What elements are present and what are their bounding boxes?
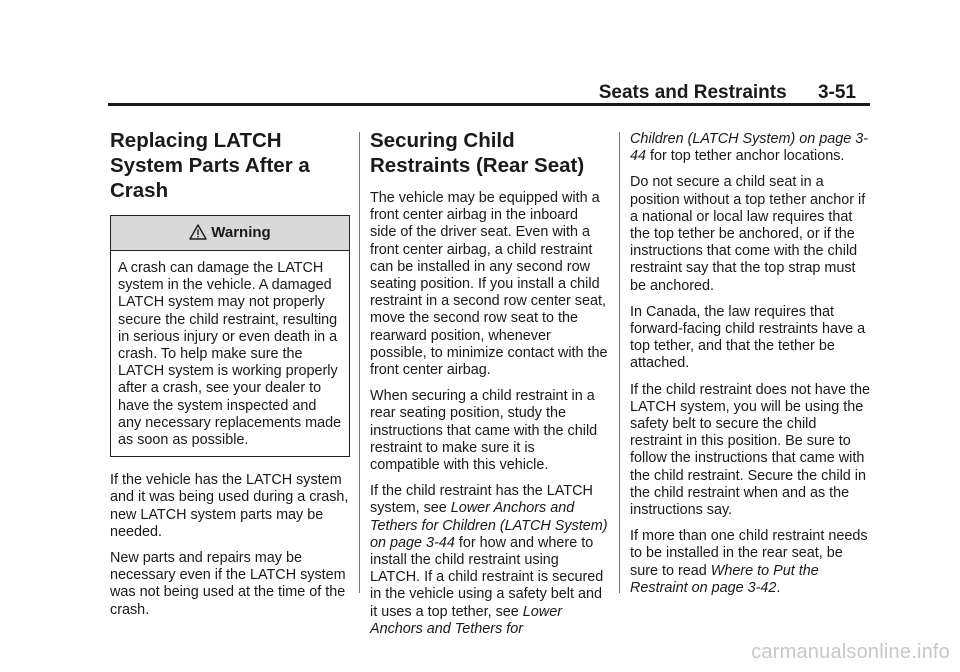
paragraph: New parts and repairs may be necessary even if the LATCH system was not being used at the time of the crash. — [110, 550, 346, 618]
paragraph-text: If the child restraint has the LATCH system, see — [370, 483, 593, 517]
section-title: Seats and Restraints — [598, 82, 787, 103]
page-number: 3-51 — [817, 82, 856, 103]
running-header — [599, 82, 856, 104]
cross-reference-link[interactable]: Lower Anchors and Tethers for Children (LATCH System) on page 3-44 — [370, 500, 608, 551]
paragraph-text: for how and where to install the child restraint using LATCH. If a child restraint is secured in the vehicle using a safety belt and it uses a top tether, see — [370, 534, 604, 620]
column-divider — [619, 132, 620, 593]
paragraph-text: . — [776, 579, 781, 596]
header-rule — [108, 103, 870, 106]
column-divider — [359, 132, 360, 593]
warning-text: A crash can damage the LATCH system in the vehicle. A damaged LATCH system may not properly secure the child restraint, resulting in serious injury or even death in a crash. To help make sure the LATCH system is working properly after a crash, see your dealer to have the system inspected and any necessary replacements made as soon as possible. — [118, 260, 342, 449]
warning-triangle-icon — [189, 224, 207, 240]
cross-reference-link[interactable]: Where to Put the Restraint on page 3-42 — [630, 562, 819, 596]
paragraph: If the child restraint does not have the LATCH system, you will be using the safety belt to secure the child restraint in this position. Be sure to follow the instructions that came with the child restraint. Secure the child in the child restraint when and as the instructions say. — [630, 381, 870, 519]
warning-box — [110, 215, 350, 457]
paragraph: In Canada, the law requires that forward-facing child restraints have a top tether, and that the tether be attached. — [630, 303, 866, 372]
watermark: carmanualsonline.info — [751, 641, 950, 663]
section-heading: Securing Child Restraints (Rear Seat) — [370, 129, 585, 177]
paragraph-text: for top tether anchor locations. — [646, 148, 845, 165]
paragraph: Do not secure a child seat in a position without a top tether anchor if a national or local law requires that the top tether be anchored, or if the instructions that come with the child restraint say that the top strap must be anchored. — [630, 174, 866, 294]
column-right — [630, 131, 872, 606]
section-heading: Replacing LATCH System Parts After a Crash — [110, 129, 310, 202]
cross-reference-link[interactable]: Children (LATCH System) on page 3-44 — [630, 131, 869, 165]
paragraph — [630, 528, 872, 597]
warning-title: Warning — [211, 224, 271, 241]
paragraph — [370, 483, 608, 638]
paragraph: The vehicle may be equipped with a front center airbag in the inboard side of the driver seat. Even with a front center airbag, a child restraint can be installed in any second row seating position. If you install a child restraint in a second row center seat, move the second row seat to the rearward position, whenever possible, to minimize contact with the front center airbag. — [370, 190, 608, 379]
warning-title-bar — [111, 216, 349, 251]
warning-body — [111, 251, 349, 456]
paragraph-text: If more than one child restraint needs to be installed in the rear seat, be sure to read — [630, 528, 868, 579]
paragraph — [630, 131, 872, 165]
paragraph: When securing a child restraint in a rear seating position, study the instructions that came with the child restraint to make sure it is compatible with this vehicle. — [370, 388, 598, 474]
column-middle — [370, 128, 608, 647]
cross-reference-link[interactable]: Lower Anchors and Tethers for — [370, 603, 562, 637]
paragraph: If the vehicle has the LATCH system and it was being used during a crash, new LATCH system parts may be needed. — [110, 472, 349, 540]
column-left — [110, 128, 350, 628]
